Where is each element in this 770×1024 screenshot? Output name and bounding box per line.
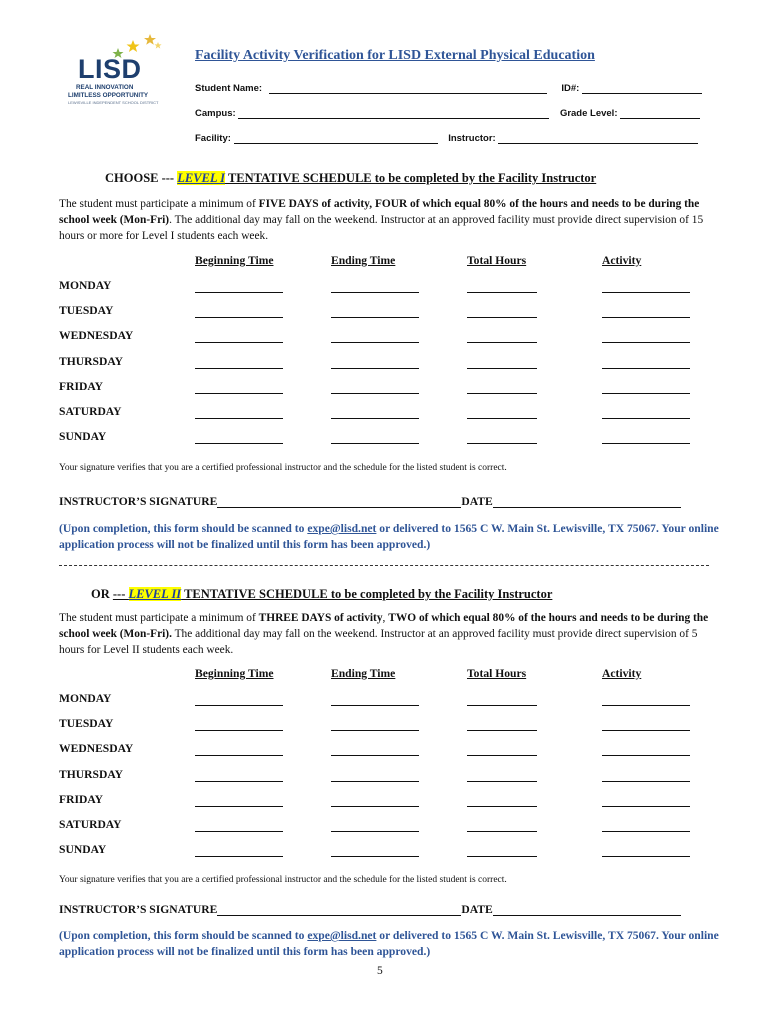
schedule-blank[interactable] [602, 393, 690, 394]
level1-verify-text: Your signature verifies that you are a certified professional instructor and the schedule for the listed student is correct. [59, 463, 507, 473]
schedule-blank[interactable] [467, 317, 537, 318]
level1-prefix: CHOOSE --- [105, 171, 178, 185]
grade-level-field[interactable] [620, 109, 700, 119]
instructor-field[interactable] [498, 134, 698, 144]
schedule-blank[interactable] [602, 342, 690, 343]
column-header: Beginning Time [195, 667, 274, 680]
level2-text-b: The additional day may fall on the weekend. Instructor at an approved facility must provide direct supervision of 5 hours for Level II students each week. [59, 628, 698, 656]
level1-text-bold: FIVE DAYS of activity, FOUR of which equal 80% of the hours and needs to be during the school week (Mon-Fri) [59, 198, 700, 226]
schedule-blank[interactable] [195, 831, 283, 832]
level1-suffix: TENTATIVE SCHEDULE to be completed by the Facility Instructor [225, 171, 597, 185]
level2-lead: --- [112, 587, 129, 601]
schedule-blank[interactable] [602, 730, 690, 731]
level1-text-a: The student must participate a minimum of [59, 198, 259, 210]
schedule-blank[interactable] [195, 368, 283, 369]
level1-description [59, 196, 709, 244]
level2-text-bold2: TWO of which equal 80% of the hours and needs to be during the school week (Mon-Fri). [59, 612, 709, 640]
day-label: SATURDAY [59, 818, 122, 831]
schedule-blank[interactable] [331, 292, 419, 293]
day-label: TUESDAY [59, 304, 114, 318]
day-label: WEDNESDAY [59, 329, 134, 343]
campus-label: Campus: [195, 108, 236, 119]
schedule-blank[interactable] [195, 418, 283, 419]
day-label: SUNDAY [59, 430, 107, 444]
schedule-blank[interactable] [195, 755, 283, 756]
schedule-blank[interactable] [467, 368, 537, 369]
level2-heading [91, 587, 552, 602]
schedule-blank[interactable] [331, 806, 419, 807]
schedule-blank[interactable] [602, 705, 690, 706]
schedule-blank[interactable] [467, 755, 537, 756]
level2-label: LEVEL II [128, 587, 182, 601]
logo-tagline-2: LIMITLESS OPPORTUNITY [68, 92, 149, 99]
column-header: Activity [602, 667, 642, 680]
student-name-label: Student Name: [195, 83, 263, 94]
schedule-blank[interactable] [195, 393, 283, 394]
student-name-field[interactable] [269, 84, 547, 94]
schedule-blank[interactable] [331, 705, 419, 706]
schedule-blank[interactable] [467, 443, 537, 444]
schedule-blank[interactable] [195, 730, 283, 731]
level1-heading [105, 171, 596, 186]
level2-signature-row [59, 903, 681, 916]
id-label: ID#: [561, 83, 580, 94]
signature-label: INSTRUCTOR’S SIGNATURE [59, 495, 218, 508]
email-link[interactable]: expe@lisd.net [307, 522, 377, 535]
column-header: Ending Time [331, 254, 396, 267]
schedule-blank[interactable] [467, 781, 537, 782]
schedule-blank[interactable] [602, 856, 690, 857]
schedule-blank[interactable] [602, 292, 690, 293]
signature-label: INSTRUCTOR’S SIGNATURE [59, 903, 218, 916]
schedule-blank[interactable] [195, 443, 283, 444]
schedule-blank[interactable] [467, 856, 537, 857]
day-label: FRIDAY [59, 792, 104, 806]
level1-signature-field[interactable] [217, 496, 461, 508]
note-pre: (Upon completion, this form should be scanned to [59, 929, 308, 942]
day-label: TUESDAY [59, 717, 114, 731]
level2-prefix: OR [91, 587, 113, 601]
schedule-blank[interactable] [331, 730, 419, 731]
day-label: WEDNESDAY [59, 742, 134, 756]
schedule-blank[interactable] [195, 292, 283, 293]
schedule-blank[interactable] [331, 781, 419, 782]
schedule-blank[interactable] [602, 806, 690, 807]
level1-signature-row [59, 495, 681, 508]
note-post: or delivered to 1565 C W. Main St. Lewisville, TX 75067. Your online application process will not be finalized until this form has been approved.) [59, 522, 719, 551]
schedule-blank[interactable] [195, 317, 283, 318]
schedule-blank[interactable] [195, 342, 283, 343]
schedule-blank[interactable] [602, 368, 690, 369]
schedule-blank[interactable] [331, 856, 419, 857]
schedule-blank[interactable] [331, 831, 419, 832]
day-label: THURSDAY [59, 767, 123, 781]
page-number: 5 [377, 965, 383, 977]
schedule-blank[interactable] [467, 806, 537, 807]
day-label: FRIDAY [59, 379, 104, 393]
level2-description [59, 610, 709, 658]
schedule-blank[interactable] [467, 730, 537, 731]
campus-row [195, 108, 700, 119]
page-title: Facility Activity Verification for LISD External Physical Education [195, 48, 595, 63]
schedule-blank[interactable] [602, 781, 690, 782]
level2-signature-field[interactable] [217, 904, 461, 916]
email-link[interactable]: expe@lisd.net [307, 929, 377, 942]
logo-wordmark: LISD [78, 54, 142, 84]
schedule-blank[interactable] [467, 393, 537, 394]
column-header: Beginning Time [195, 254, 274, 267]
logo-tagline-1: REAL INNOVATION [76, 84, 134, 91]
id-field[interactable] [582, 84, 702, 94]
schedule-blank[interactable] [602, 443, 690, 444]
grade-level-label: Grade Level: [559, 108, 618, 119]
level1-submission-note [59, 521, 759, 553]
day-label: MONDAY [59, 692, 112, 705]
level1-label: LEVEL I [177, 171, 226, 185]
day-label: THURSDAY [59, 354, 123, 368]
schedule-blank[interactable] [602, 418, 690, 419]
schedule-blank[interactable] [602, 755, 690, 756]
date-label: DATE [461, 495, 493, 508]
schedule-blank[interactable] [331, 317, 419, 318]
schedule-blank[interactable] [467, 418, 537, 419]
schedule-blank[interactable] [331, 418, 419, 419]
column-header: Total Hours [467, 254, 527, 267]
schedule-blank[interactable] [467, 292, 537, 293]
schedule-blank[interactable] [195, 856, 283, 857]
instructor-label: Instructor: [448, 133, 496, 144]
facility-field[interactable] [234, 134, 438, 144]
schedule-blank[interactable] [195, 781, 283, 782]
day-label: SUNDAY [59, 843, 107, 857]
schedule-blank[interactable] [331, 342, 419, 343]
level1-text-b: . The additional day may fall on the weekend. Instructor at an approved facility must provide direct supervision of 15 hours or more for Level I students each week. [59, 214, 704, 242]
schedule-blank[interactable] [467, 342, 537, 343]
schedule-blank[interactable] [331, 755, 419, 756]
level2-text-bold: THREE DAYS of activity [258, 612, 383, 624]
date-label: DATE [461, 903, 493, 916]
day-label: SATURDAY [59, 405, 122, 418]
column-header: Total Hours [467, 667, 527, 680]
note-post: or delivered to 1565 C W. Main St. Lewisville, TX 75067. Your online application process will not be finalized until this form has been approved.) [59, 929, 719, 958]
level2-submission-note [59, 928, 759, 960]
student-row [195, 83, 702, 94]
level2-verify-text: Your signature verifies that you are a certified professional instructor and the schedule for the listed student is correct. [59, 875, 507, 885]
level2-date-field[interactable] [493, 904, 681, 916]
schedule-blank[interactable] [467, 831, 537, 832]
note-pre: (Upon completion, this form should be scanned to [59, 522, 308, 535]
schedule-blank[interactable] [602, 317, 690, 318]
level1-date-field[interactable] [493, 496, 681, 508]
campus-field[interactable] [238, 109, 549, 119]
day-label: MONDAY [59, 279, 112, 292]
schedule-blank[interactable] [331, 368, 419, 369]
column-header: Ending Time [331, 667, 396, 680]
schedule-blank[interactable] [195, 806, 283, 807]
facility-row [195, 133, 698, 144]
schedule-blank[interactable] [195, 705, 283, 706]
facility-label: Facility: [195, 133, 231, 144]
column-header: Activity [602, 254, 642, 267]
cut-divider [59, 565, 709, 566]
level2-text-mid: , [382, 612, 389, 624]
schedule-blank[interactable] [467, 705, 537, 706]
schedule-blank[interactable] [602, 831, 690, 832]
logo-district: LEWISVILLE INDEPENDENT SCHOOL DISTRICT [68, 100, 159, 105]
level2-text-a: The student must participate a minimum of [59, 612, 259, 624]
level2-suffix: TENTATIVE SCHEDULE to be completed by the Facility Instructor [181, 587, 553, 601]
schedule-blank[interactable] [331, 443, 419, 444]
lisd-logo [66, 34, 166, 112]
schedule-blank[interactable] [331, 393, 419, 394]
